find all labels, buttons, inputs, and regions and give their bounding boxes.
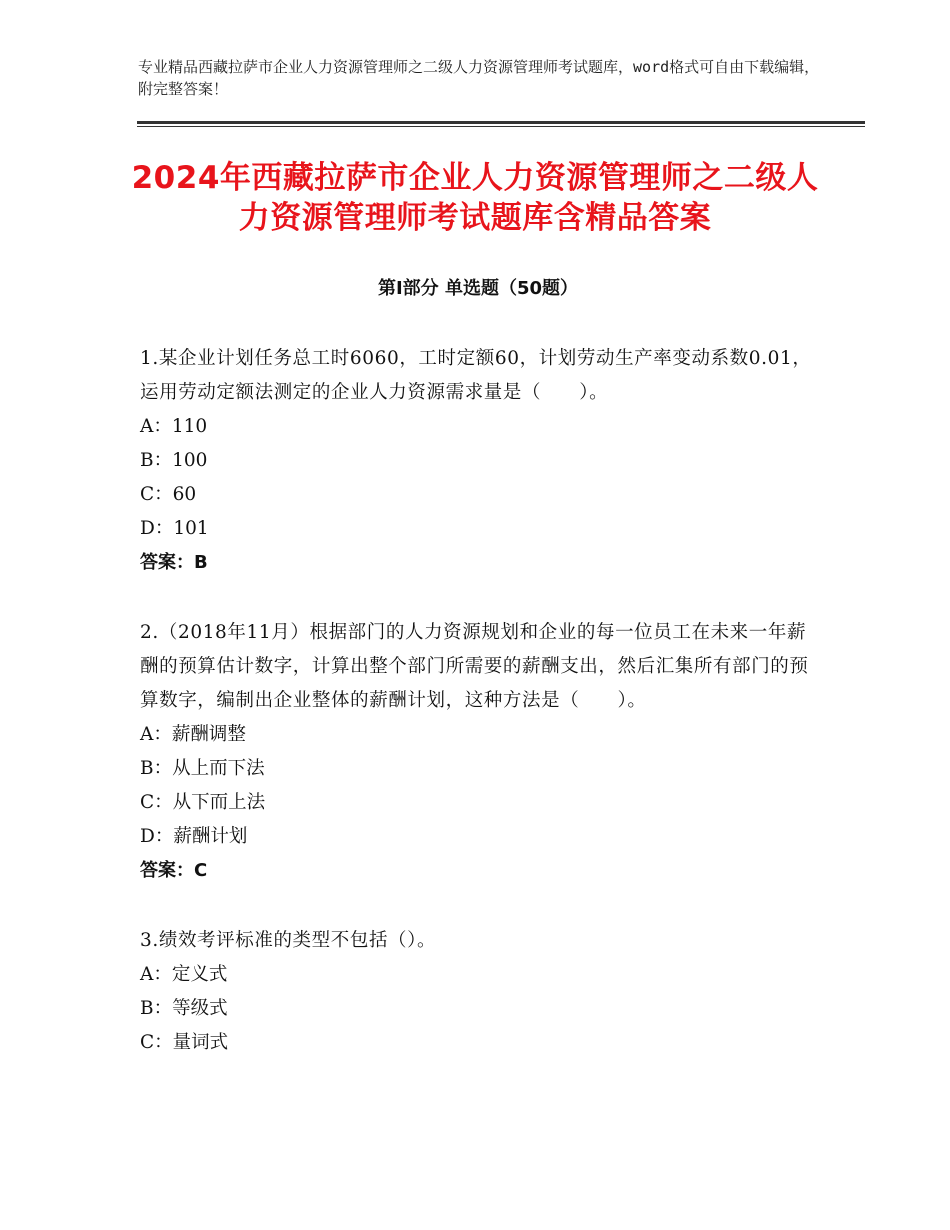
header-divider-thick <box>137 121 865 124</box>
question-1 <box>140 342 812 580</box>
question-option-d: D：薪酬计划 <box>140 826 248 847</box>
document-title: 2024年西藏拉萨市企业人力资源管理师之二级人力资源管理师考试题库含精品答案 <box>131 160 819 236</box>
header-note: 专业精品西藏拉萨市企业人力资源管理师之二级人力资源管理师考试题库，word格式可自由下载编辑，附完整答案！ <box>138 58 820 98</box>
section-title: 第Ⅰ部分 单选题（50题） <box>377 278 578 299</box>
question-option-b: B：从上而下法 <box>140 758 265 779</box>
question-stem: 2.（2018年11月）根据部门的人力资源规划和企业的每一位员工在未来一年薪酬的预算估计数字，计算出整个部门所需要的薪酬支出，然后汇集所有部门的预算数字，编制出企业整体的薪酬计划，这种方法是（ ）。 <box>140 622 809 711</box>
question-option-c: C：60 <box>140 484 197 505</box>
question-option-a: A：110 <box>140 416 208 437</box>
question-3 <box>140 924 812 1060</box>
question-option-c: C：量词式 <box>140 1032 229 1053</box>
question-option-d: D：101 <box>140 518 209 539</box>
question-spacer <box>140 888 812 924</box>
question-option-b: B：等级式 <box>140 998 228 1019</box>
header-divider-thin <box>137 126 865 127</box>
question-stem: 3.绩效考评标准的类型不包括（）。 <box>140 930 437 951</box>
question-2 <box>140 616 812 888</box>
question-answer: 答案：C <box>140 860 208 881</box>
question-answer: 答案：B <box>140 552 208 573</box>
question-option-c: C：从下而上法 <box>140 792 266 813</box>
question-stem: 1.某企业计划任务总工时6060，工时定额60，计划劳动生产率变动系数0.01，运用劳动定额法测定的企业人力资源需求量是（ ）。 <box>140 348 812 403</box>
question-option-a: A：薪酬调整 <box>140 724 246 745</box>
question-option-b: B：100 <box>140 450 208 471</box>
question-spacer <box>140 580 812 616</box>
question-list <box>140 342 812 1060</box>
question-option-a: A：定义式 <box>140 964 228 985</box>
